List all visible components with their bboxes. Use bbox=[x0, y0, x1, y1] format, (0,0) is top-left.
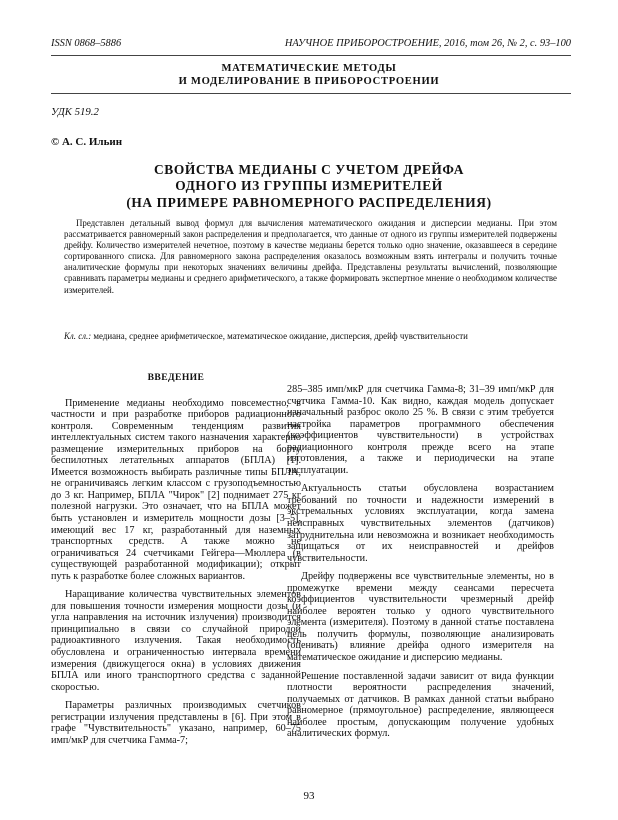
article-title-line-2: ОДНОГО ИЗ ГРУППЫ ИЗМЕРИТЕЛЕЙ bbox=[175, 178, 443, 194]
keywords bbox=[64, 331, 557, 342]
page-number: 93 bbox=[303, 790, 315, 802]
header-rule bbox=[51, 55, 571, 56]
right-column bbox=[287, 384, 554, 747]
abstract-text: Представлен детальный вывод формул для вычисления математического ожидания и дисперсии медианы. При этом рассматривается равномерный закон распределения и предполагается, что данные от одного из группы измерителей подвержены дрейфу. Количество измерителей нечетное, поэтому в качестве медианы берется только одно значение, оказавшееся в середине сортированного списка. Для равномерного закона распределения оказалось возможным взять интегралы и получить точные аналитические формулы при некоторых значениях величины дрейфа. Представлены результаты вычислений, позволяющие сравнивать параметры медианы и среднего арифметического, а также формировать экспертное мнение о необходимом количестве измерителей. bbox=[64, 218, 557, 295]
paragraph: Дрейфу подвержены все чувствительные элементы, но в промежутке времени между сеансами пересчета коэффициентов чувствительности чрезмерный дрейф наиболее вероятен только у одного чувствительного элемента (измерителя). Поэтому в данной статье поставлена цель получить формулы, позволяющие анализировать (оценивать) влияние дрейфа одного измерителя на математическое ожидание и дисперсию медианы. bbox=[287, 571, 554, 664]
section-rule bbox=[51, 93, 571, 94]
section-title-line-2: И МОДЕЛИРОВАНИЕ В ПРИБОРОСТРОЕНИИ bbox=[178, 75, 440, 87]
journal-citation-header: НАУЧНОЕ ПРИБОРОСТРОЕНИЕ, 2016, том 26, № 2, с. 93–100 bbox=[284, 38, 571, 49]
author-name: © А. С. Ильин bbox=[51, 136, 123, 148]
article-title-line-1: СВОЙСТВА МЕДИАНЫ С УЧЕТОМ ДРЕЙФА bbox=[154, 162, 464, 177]
article-title bbox=[0, 162, 618, 211]
abstract bbox=[64, 218, 557, 296]
paragraph: Актуальность статьи обусловлена возрастанием требований по точности и надежности измерений в экстремальных условиях эксплуатации, когда замена неисправных чувствительных элементов (датчиков) затруднительна или невозможна и возникает необходимость защищаться от их неисправностей и дрейфов чувствительности. bbox=[287, 483, 554, 564]
paragraph: 285–385 имп/мкР для счетчика Гамма-8; 31–39 имп/мкР для счетчика Гамма-10. Как видно, каждая модель допускает изначальный разброс около 25 %. В связи с этим требуется настройка параметров программного обеспечения (коэффициентов чувствительности) в устройствах радиационного контроля прежде всего на этапе изготовления, а также и периодически на этапе эксплуатации. bbox=[287, 384, 554, 476]
article-title-line-3: (НА ПРИМЕРЕ РАВНОМЕРНОГО РАСПРЕДЕЛЕНИЯ) bbox=[126, 194, 492, 210]
issn-header: ISSN 0868–5886 bbox=[51, 38, 122, 49]
paragraph: Решение поставленной задачи зависит от вида функции плотности вероятности распределения значений, получаемых от датчиков. В рамках данной статьи выбрано равномерное (прямоугольное) распределение, являющееся наиболее простым, допускающим получение удобных аналитических формул. bbox=[287, 670, 554, 740]
keywords-label: Кл. сл.: bbox=[64, 331, 92, 341]
udk-code: УДК 519.2 bbox=[51, 106, 99, 118]
paragraph: Наращивание количества чувствительных элементов для повышения точности измерения мощности дозы (и угла направления на источник излучения) производится принципиально в связи со случайной природой радиоактивного излучения. Такая необходимость обусловлена и ограниченностью интервала времени измерения (движущегося окна) в условиях движения БПЛА или иного транспортного средства с заданной скоростью. bbox=[51, 589, 301, 693]
paragraph: Применение медианы необходимо повсеместно, в частности и при разработке приборов радиационного контроля. Современным тенденциям развития интеллектуальных систем такого назначения характерно размещение измерительных приборов на борту беспилотных летательных аппаратов (БПЛА) [1]. Имеется возможность выбирать различные типы БПЛА, не ограничиваясь легким классом с грузоподъемностью до 3 кг. Например, БПЛА "Чирок" [2] поднимает 275 кг полезной нагрузки. Это означает, что на БПЛА может быть установлен и измеритель мощности дозы [3–5], имеющий вес 17 кг, разработанный для наземных транспортных средств. А также можно не ограничиваться 24 счетчиками Гейгера—Мюллера (в существующей разработанной модификации); открыт путь к разработке более сложных вариантов. bbox=[51, 397, 301, 582]
section-title-line-1: МАТЕМАТИЧЕСКИЕ МЕТОДЫ bbox=[221, 63, 397, 74]
left-column bbox=[51, 372, 301, 753]
section-title bbox=[0, 63, 618, 88]
intro-heading: ВВЕДЕНИЕ bbox=[147, 372, 205, 383]
paragraph: Параметры различных производимых счетчиков регистрации излучения представлены в [6]. При этом в графе "Чувствительность" указано, например, 60–75 имп/мкР для счетчика Гамма-7; bbox=[51, 700, 301, 746]
keywords-text: медиана, среднее арифметическое, математическое ожидание, дисперсия, дрейф чувствительности bbox=[91, 331, 468, 341]
